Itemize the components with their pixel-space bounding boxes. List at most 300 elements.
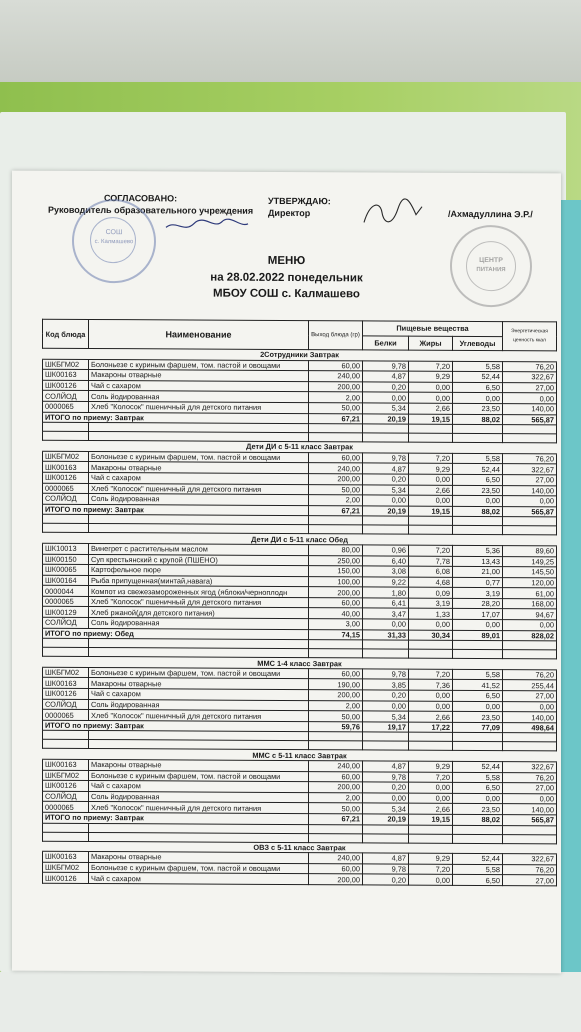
dish-energy: 27,00 — [503, 783, 557, 794]
total-label: ИТОГО по приему: Обед — [43, 628, 309, 640]
total-yield: 59,76 — [309, 721, 363, 732]
dish-protein: 9,78 — [363, 864, 409, 875]
dish-protein: 1,80 — [363, 587, 409, 598]
dish-name: Болоньезе с куриным фаршем, том. пастой и овощами — [89, 667, 309, 679]
dish-protein: 0,96 — [363, 545, 409, 556]
dish-protein: 0,00 — [363, 495, 409, 506]
dish-protein: 3,47 — [363, 608, 409, 619]
blank-cell — [43, 515, 89, 524]
dish-yield: 80,00 — [309, 545, 363, 556]
catering-stamp-line1: ЦЕНТР — [479, 257, 503, 265]
dish-name: Макароны отварные — [89, 370, 309, 382]
blank-cell — [409, 733, 453, 742]
dish-protein: 5,34 — [363, 403, 409, 414]
dish-fat: 0,00 — [409, 495, 453, 506]
dish-carbs: 0,00 — [453, 393, 503, 404]
dish-code: ШК00163 — [43, 851, 89, 862]
total-label: ИТОГО по приему: Завтрак — [43, 812, 309, 824]
dish-protein: 6,40 — [363, 555, 409, 566]
dish-yield: 190,00 — [309, 679, 363, 690]
dish-name: Соль йодированная — [89, 699, 309, 711]
total-energy: 565,87 — [503, 815, 557, 826]
total-label: ИТОГО по приему: Завтрак — [43, 720, 309, 732]
total-carbs: 77,09 — [453, 722, 503, 733]
blank-cell — [309, 833, 363, 842]
total-label: ИТОГО по приему: Завтрак — [43, 412, 309, 424]
total-yield: 67,21 — [309, 505, 363, 516]
col-carbs: Углеводы — [453, 336, 503, 351]
agreed-label: СОГЛАСОВАНО: — [104, 193, 178, 204]
wall-top — [0, 0, 581, 92]
dish-name: Суп крестьянский с крупой (ПШЕНО) — [89, 554, 309, 566]
section-title: Дети ДИ с 5-11 класс Завтрак — [43, 440, 557, 453]
dish-fat: 1,33 — [409, 609, 453, 620]
wall-bottom — [0, 972, 581, 1032]
dish-yield: 2,00 — [309, 700, 363, 711]
blank-cell — [363, 516, 409, 525]
dish-carbs: 23,50 — [453, 485, 503, 496]
dish-carbs: 5,58 — [453, 669, 503, 680]
approve-label: УТВЕРЖДАЮ: — [268, 195, 331, 207]
total-carbs: 88,02 — [453, 814, 503, 825]
dish-fat: 9,29 — [409, 761, 453, 772]
blank-cell — [309, 640, 363, 649]
dish-yield: 240,00 — [309, 371, 363, 382]
dish-energy: 0,00 — [503, 793, 557, 804]
dish-carbs: 0,00 — [453, 619, 503, 630]
menu-date: на 28.02.2022 понедельник — [210, 271, 363, 285]
dish-name: Макароны отварные — [89, 678, 309, 690]
dish-name: Хлеб ржаной(для детского питания) — [89, 607, 309, 619]
dish-yield: 250,00 — [309, 555, 363, 566]
dish-fat: 0,00 — [409, 474, 453, 485]
total-yield: 67,21 — [309, 413, 363, 424]
dish-fat: 0,00 — [409, 690, 453, 701]
dish-yield: 60,00 — [309, 452, 363, 463]
dish-fat: 0,00 — [409, 874, 453, 885]
dish-yield: 60,00 — [309, 597, 363, 608]
blank-cell — [309, 525, 363, 534]
blank-cell — [409, 834, 453, 843]
dish-fat: 9,29 — [409, 371, 453, 382]
section-title: ММС 1-4 класс Завтрак — [43, 656, 557, 669]
dish-name: Чай с сахаром — [89, 688, 309, 700]
dish-fat: 2,66 — [409, 485, 453, 496]
dish-code: СОЛЙОД — [43, 791, 89, 802]
dish-name: Чай с сахаром — [89, 781, 309, 793]
dish-code: СОЛЙОД — [43, 699, 89, 710]
dish-name: Соль йодированная — [89, 494, 309, 506]
total-carbs: 88,02 — [453, 506, 503, 517]
dish-code: ШК00126 — [43, 688, 89, 699]
blank-cell — [43, 740, 89, 749]
dish-fat: 4,68 — [409, 577, 453, 588]
blank-cell — [309, 433, 363, 442]
dish-carbs: 23,50 — [453, 712, 503, 723]
dish-energy: 76,20 — [503, 669, 557, 680]
dish-protein: 9,78 — [363, 771, 409, 782]
blank-cell — [43, 823, 89, 832]
dish-code: ШКБГМ02 — [43, 862, 89, 873]
blank-cell — [43, 832, 89, 841]
blank-cell — [363, 649, 409, 658]
dish-yield: 100,00 — [309, 576, 363, 587]
dish-yield: 60,00 — [309, 668, 363, 679]
dish-energy: 140,00 — [503, 804, 557, 815]
menu-table — [42, 319, 557, 887]
approve-role: Директор — [268, 207, 311, 219]
dish-carbs: 6,50 — [453, 783, 503, 794]
dish-yield: 3,00 — [309, 619, 363, 630]
dish-protein: 4,87 — [363, 853, 409, 864]
dish-yield: 200,00 — [309, 474, 363, 485]
dish-energy: 322,67 — [503, 762, 557, 773]
blank-cell — [43, 731, 89, 740]
dish-code: ШК00126 — [43, 780, 89, 791]
dish-yield: 2,00 — [309, 792, 363, 803]
dish-code: ШК00126 — [43, 873, 89, 884]
left-signature — [162, 215, 252, 235]
school-stamp-line2: с. Калмашево — [94, 238, 134, 246]
dish-energy: 140,00 — [503, 404, 557, 415]
dish-carbs: 52,44 — [453, 761, 503, 772]
dish-code: ШКБГМ02 — [43, 359, 89, 370]
blank-cell — [309, 824, 363, 833]
blank-cell — [503, 517, 557, 526]
dish-carbs: 5,36 — [453, 545, 503, 556]
col-code: Код блюда — [43, 319, 89, 348]
dish-energy: 322,67 — [503, 464, 557, 475]
dish-yield: 50,00 — [309, 803, 363, 814]
dish-fat: 9,29 — [409, 853, 453, 864]
col-name: Наименование — [89, 319, 309, 349]
dish-fat: 2,66 — [409, 403, 453, 414]
dish-code: ШК00163 — [43, 369, 89, 380]
blank-cell — [503, 733, 557, 742]
blank-cell — [409, 640, 453, 649]
dish-energy: 255,44 — [503, 680, 557, 691]
dish-energy: 120,00 — [503, 577, 557, 588]
blank-cell — [309, 516, 363, 525]
dish-carbs: 5,58 — [453, 361, 503, 372]
dish-protein: 4,87 — [363, 761, 409, 772]
dish-fat: 6,08 — [409, 566, 453, 577]
dish-carbs: 0,00 — [453, 701, 503, 712]
dish-carbs: 6,50 — [453, 875, 503, 886]
blank-cell — [309, 424, 363, 433]
col-energy: Энергетическая ценность ккал — [503, 322, 557, 351]
dish-energy: 0,00 — [503, 496, 557, 507]
blank-cell — [453, 517, 503, 526]
total-energy: 565,87 — [503, 506, 557, 517]
dish-energy: 27,00 — [503, 875, 557, 886]
blank-cell — [453, 742, 503, 751]
dish-name: Компот из свежезамороженных ягод (яблоки/черноплодн — [89, 586, 309, 598]
dish-carbs: 52,44 — [453, 464, 503, 475]
dish-protein: 0,20 — [363, 782, 409, 793]
dish-protein: 0,20 — [363, 874, 409, 885]
dish-yield: 2,00 — [309, 392, 363, 403]
dish-name: Соль йодированная — [89, 791, 309, 803]
blank-cell — [363, 433, 409, 442]
dish-protein: 9,78 — [363, 669, 409, 680]
blank-cell — [453, 641, 503, 650]
dish-energy: 322,67 — [503, 854, 557, 865]
blank-cell — [43, 638, 89, 647]
blank-cell — [363, 525, 409, 534]
col-protein: Белки — [363, 335, 409, 350]
blank-cell — [453, 825, 503, 834]
dish-name: Рыба припущенная(минтай,навага) — [89, 575, 309, 587]
dish-yield: 50,00 — [309, 484, 363, 495]
blank-cell — [503, 834, 557, 843]
dish-energy: 168,00 — [503, 599, 557, 610]
dish-code: 0000065 — [43, 709, 89, 720]
total-fat: 30,34 — [409, 630, 453, 641]
blank-cell — [409, 516, 453, 525]
dish-energy: 322,67 — [503, 372, 557, 383]
blank-cell — [409, 649, 453, 658]
dish-fat: 7,20 — [409, 545, 453, 556]
dish-yield: 40,00 — [309, 608, 363, 619]
total-energy: 828,02 — [503, 630, 557, 641]
teal-strip — [559, 200, 581, 980]
dish-energy: 76,20 — [503, 772, 557, 783]
dish-yield: 200,00 — [309, 782, 363, 793]
blank-cell — [409, 424, 453, 433]
dish-yield: 200,00 — [309, 381, 363, 392]
blank-cell — [503, 742, 557, 751]
total-yield: 67,21 — [309, 814, 363, 825]
dish-code: ШК00164 — [43, 575, 89, 586]
dish-code: СОЛЙОД — [43, 493, 89, 504]
col-nutrients: Пищевые вещества — [363, 321, 503, 336]
blank-cell — [363, 640, 409, 649]
table-row — [43, 873, 557, 886]
dish-carbs: 5,58 — [453, 864, 503, 875]
section-title: ОВЗ с 5-11 класс Завтрак — [43, 841, 557, 854]
blank-cell — [503, 825, 557, 834]
blank-cell — [43, 431, 89, 440]
col-yield: Выход блюда (гр) — [309, 321, 363, 350]
menu-title: МЕНЮ — [267, 254, 306, 268]
dish-carbs: 21,00 — [453, 566, 503, 577]
blank-cell — [503, 526, 557, 535]
dish-code: ШК00129 — [43, 607, 89, 618]
section-title: ММС с 5-11 класс Завтрак — [43, 749, 557, 762]
blank-cell — [409, 742, 453, 751]
total-protein: 20,19 — [363, 506, 409, 517]
dish-carbs: 23,50 — [453, 403, 503, 414]
total-label: ИТОГО по приему: Завтрак — [43, 504, 309, 516]
dish-code: 0000065 — [43, 596, 89, 607]
blank-cell — [409, 433, 453, 442]
blank-cell — [409, 825, 453, 834]
dish-carbs: 13,43 — [453, 556, 503, 567]
dish-energy: 27,00 — [503, 475, 557, 486]
total-protein: 19,17 — [363, 722, 409, 733]
dish-fat: 0,09 — [409, 587, 453, 598]
total-fat: 19,15 — [409, 506, 453, 517]
total-energy: 565,87 — [503, 414, 557, 425]
dish-name: Винегрет с растительным маслом — [89, 543, 309, 555]
dish-name: Болоньезе с куриным фаршем, том. пастой и овощами — [89, 862, 309, 874]
dish-yield: 50,00 — [309, 711, 363, 722]
dish-code: ШК00065 — [43, 564, 89, 575]
dish-code: ШК00163 — [43, 678, 89, 689]
dish-yield: 200,00 — [309, 587, 363, 598]
blank-cell — [43, 422, 89, 431]
dish-name: Макароны отварные — [89, 852, 309, 864]
dish-energy: 0,00 — [503, 393, 557, 404]
dish-yield: 200,00 — [309, 690, 363, 701]
dish-energy: 76,20 — [503, 864, 557, 875]
blank-cell — [503, 641, 557, 650]
section-title: Дети ДИ с 5-11 класс Обед — [43, 533, 557, 546]
school-name: МБОУ СОШ с. Калмашево — [213, 287, 360, 301]
dish-code: 0000065 — [43, 401, 89, 412]
dish-code: ШКБГМ02 — [43, 451, 89, 462]
total-protein: 20,19 — [363, 413, 409, 424]
catering-stamp-line2: ПИТАНИЯ — [476, 266, 506, 274]
total-fat: 19,15 — [409, 814, 453, 825]
dish-energy: 0,00 — [503, 701, 557, 712]
dish-fat: 0,00 — [409, 793, 453, 804]
dish-name: Макароны отварные — [89, 759, 309, 771]
dish-code: ШК00163 — [43, 759, 89, 770]
director-signature — [358, 196, 428, 232]
blank-cell — [409, 525, 453, 534]
blank-cell — [453, 834, 503, 843]
dish-fat: 7,78 — [409, 556, 453, 567]
dish-code: 0000065 — [43, 483, 89, 494]
dish-protein: 9,78 — [363, 360, 409, 371]
dish-name: Чай с сахаром — [89, 380, 309, 392]
dish-energy: 145,50 — [503, 567, 557, 578]
dish-name: Болоньезе с куриным фаршем, том. пастой и овощами — [89, 770, 309, 782]
dish-protein: 0,20 — [363, 382, 409, 393]
dish-protein: 4,87 — [363, 371, 409, 382]
dish-fat: 0,00 — [409, 782, 453, 793]
total-carbs: 89,01 — [453, 630, 503, 641]
dish-yield: 50,00 — [309, 403, 363, 414]
dish-energy: 89,60 — [503, 546, 557, 557]
blank-cell — [503, 434, 557, 443]
dish-energy: 140,00 — [503, 485, 557, 496]
blank-cell — [453, 425, 503, 434]
blank-cell — [453, 434, 503, 443]
dish-code: 0000065 — [43, 802, 89, 813]
dish-code: ШК10013 — [43, 543, 89, 554]
dish-carbs: 3,19 — [453, 588, 503, 599]
dish-name: Хлеб "Колосок" пшеничный для детского питания — [89, 401, 309, 413]
dish-protein: 0,20 — [363, 690, 409, 701]
total-fat: 17,22 — [409, 722, 453, 733]
dish-name: Чай с сахаром — [89, 472, 309, 484]
dish-carbs: 23,50 — [453, 804, 503, 815]
blank-cell — [363, 424, 409, 433]
dish-name: Макароны отварные — [89, 462, 309, 474]
dish-energy: 94,67 — [503, 609, 557, 620]
dish-fat: 0,00 — [409, 619, 453, 630]
dish-name: Хлеб "Колосок" пшеничный для детского питания — [89, 596, 309, 608]
total-energy: 498,64 — [503, 722, 557, 733]
blank-cell — [363, 824, 409, 833]
blank-cell — [363, 833, 409, 842]
menu-sheet — [12, 171, 561, 974]
dish-name: Соль йодированная — [89, 391, 309, 403]
dish-energy: 140,00 — [503, 712, 557, 723]
dish-protein: 5,34 — [363, 803, 409, 814]
dish-protein: 0,00 — [363, 619, 409, 630]
dish-carbs: 6,50 — [453, 690, 503, 701]
blank-cell — [363, 741, 409, 750]
dish-protein: 3,85 — [363, 679, 409, 690]
dish-yield: 240,00 — [309, 463, 363, 474]
dish-protein: 5,34 — [363, 484, 409, 495]
dish-carbs: 41,52 — [453, 680, 503, 691]
dish-carbs: 5,58 — [453, 453, 503, 464]
blank-cell — [503, 425, 557, 434]
dish-fat: 3,19 — [409, 598, 453, 609]
dish-energy: 76,20 — [503, 361, 557, 372]
blank-cell — [453, 733, 503, 742]
blank-cell — [503, 650, 557, 659]
dish-protein: 0,00 — [363, 392, 409, 403]
dish-code: ШКБГМ02 — [43, 667, 89, 678]
dish-carbs: 6,50 — [453, 382, 503, 393]
dish-yield: 2,00 — [309, 495, 363, 506]
total-carbs: 88,02 — [453, 414, 503, 425]
dish-yield: 240,00 — [309, 761, 363, 772]
blank-cell — [363, 732, 409, 741]
blank-cell — [453, 650, 503, 659]
dish-fat: 0,00 — [409, 701, 453, 712]
dish-energy: 76,20 — [503, 453, 557, 464]
dish-name: Болоньезе с куриным фаршем, том. пастой и овощами — [89, 451, 309, 463]
dish-yield: 150,00 — [309, 566, 363, 577]
dish-code: ШК00126 — [43, 380, 89, 391]
dish-code: ШК00163 — [43, 462, 89, 473]
total-fat: 19,15 — [409, 414, 453, 425]
agreed-role: Руководитель образовательного учреждения — [48, 204, 254, 216]
dish-yield: 200,00 — [309, 874, 363, 885]
dish-yield: 240,00 — [309, 853, 363, 864]
blank-cell — [453, 526, 503, 535]
dish-fat: 7,20 — [409, 669, 453, 680]
dish-protein: 9,22 — [363, 577, 409, 588]
blank-cell — [309, 741, 363, 750]
dish-name: Соль йодированная — [89, 618, 309, 630]
total-yield: 74,15 — [309, 629, 363, 640]
dish-fat: 2,66 — [409, 711, 453, 722]
dish-carbs: 5,58 — [453, 772, 503, 783]
dish-carbs: 0,00 — [453, 793, 503, 804]
dish-carbs: 0,00 — [453, 495, 503, 506]
dish-protein: 4,87 — [363, 463, 409, 474]
approve-name: /Ахмадуллина Э.Р./ — [448, 208, 533, 220]
dish-carbs: 52,44 — [453, 854, 503, 865]
dish-fat: 2,66 — [409, 804, 453, 815]
dish-energy: 27,00 — [503, 382, 557, 393]
dish-carbs: 52,44 — [453, 372, 503, 383]
dish-yield: 60,00 — [309, 863, 363, 874]
total-protein: 31,33 — [363, 630, 409, 641]
dish-protein: 0,00 — [363, 701, 409, 712]
section-title: 2Сотрудники Завтрак — [43, 348, 557, 361]
dish-protein: 6,41 — [363, 598, 409, 609]
total-protein: 20,19 — [363, 814, 409, 825]
